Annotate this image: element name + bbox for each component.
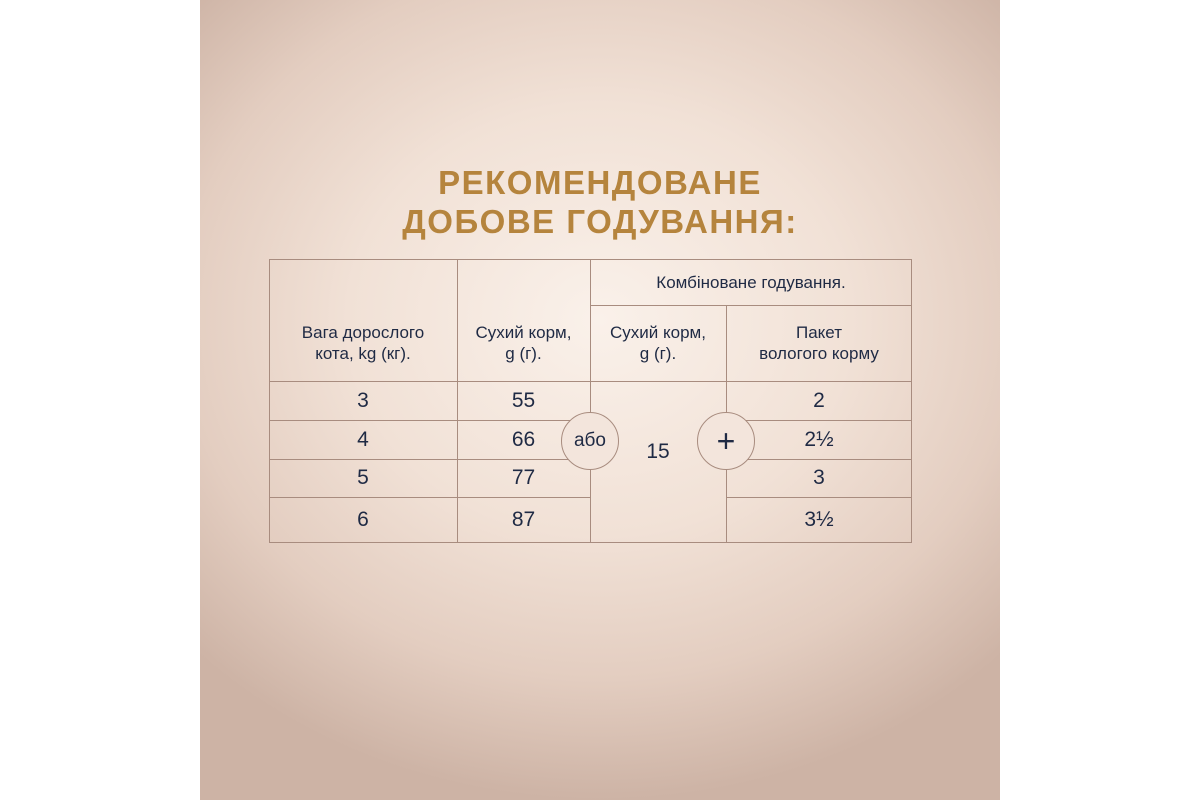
header-combined-dry-line1: Сухий корм, bbox=[610, 323, 706, 342]
or-badge: або bbox=[561, 412, 619, 470]
header-dry-line2: g (г). bbox=[505, 344, 542, 363]
cell-wet: 3½ bbox=[804, 508, 834, 531]
cell-weight: 6 bbox=[357, 508, 369, 531]
cell-weight: 5 bbox=[357, 466, 369, 489]
cell-wet: 3 bbox=[813, 466, 825, 489]
header-combined: Комбіноване годування. bbox=[656, 272, 846, 292]
plus-icon: + bbox=[716, 423, 736, 459]
header-combined-dry-line2: g (г). bbox=[639, 344, 677, 363]
header-weight bbox=[269, 305, 457, 381]
header-weight-line1: Вага дорослого bbox=[301, 323, 425, 342]
cell-wet: 2 bbox=[813, 388, 825, 412]
cell-weight: 4 bbox=[357, 427, 369, 451]
cell-dry: 77 bbox=[511, 466, 536, 489]
feeding-table bbox=[269, 259, 912, 543]
cell-dry: 66 bbox=[511, 427, 536, 451]
title-line-2: ДОБОВЕ ГОДУВАННЯ: bbox=[402, 203, 798, 240]
combined-dry-value: 15 bbox=[646, 440, 670, 463]
title-line-1: РЕКОМЕНДОВАНЕ bbox=[438, 164, 762, 201]
header-dry-line1: Сухий корм, bbox=[475, 323, 572, 342]
header-weight-line2: кота, kg (кг). bbox=[315, 344, 411, 363]
header-combined-dry bbox=[590, 305, 726, 381]
cell-weight: 3 bbox=[357, 388, 369, 412]
cell-dry: 55 bbox=[511, 388, 536, 412]
header-wet bbox=[726, 305, 912, 381]
header-wet-line2: вологого корму bbox=[759, 344, 879, 363]
header-wet-line1: Пакет bbox=[796, 323, 842, 342]
plus-badge bbox=[697, 412, 755, 470]
cell-wet: 2½ bbox=[804, 427, 834, 451]
header-dry bbox=[457, 305, 590, 381]
cell-dry: 87 bbox=[511, 508, 536, 531]
feeding-panel bbox=[200, 0, 1000, 800]
